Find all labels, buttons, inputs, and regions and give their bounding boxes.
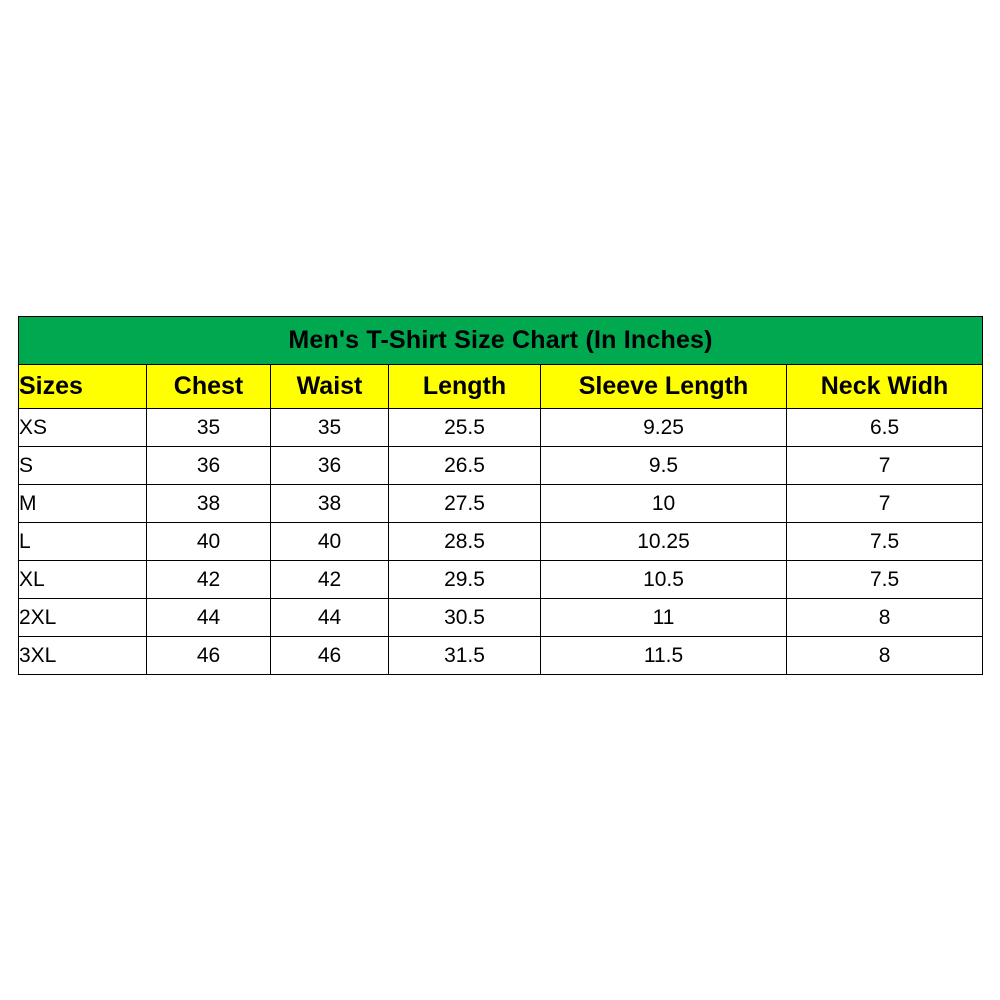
cell-size: XS	[19, 409, 147, 447]
cell-waist: 44	[271, 599, 389, 637]
cell-length: 29.5	[389, 561, 541, 599]
cell-chest: 44	[147, 599, 271, 637]
cell-sleeve-length: 11	[541, 599, 787, 637]
cell-neck-width: 7.5	[787, 561, 983, 599]
table-row	[19, 485, 983, 523]
cell-waist: 36	[271, 447, 389, 485]
table-header-row	[19, 365, 983, 409]
cell-neck-width: 7	[787, 447, 983, 485]
table-row	[19, 599, 983, 637]
cell-size: S	[19, 447, 147, 485]
cell-size: XL	[19, 561, 147, 599]
cell-length: 27.5	[389, 485, 541, 523]
cell-neck-width: 7.5	[787, 523, 983, 561]
cell-sleeve-length: 9.5	[541, 447, 787, 485]
cell-sleeve-length: 11.5	[541, 637, 787, 675]
cell-chest: 36	[147, 447, 271, 485]
chart-title: Men's T-Shirt Size Chart (In Inches)	[19, 317, 983, 365]
cell-length: 28.5	[389, 523, 541, 561]
cell-neck-width: 7	[787, 485, 983, 523]
cell-neck-width: 6.5	[787, 409, 983, 447]
cell-waist: 42	[271, 561, 389, 599]
cell-size: 2XL	[19, 599, 147, 637]
cell-waist: 40	[271, 523, 389, 561]
column-header-sizes: Sizes	[19, 365, 147, 409]
column-header-length: Length	[389, 365, 541, 409]
cell-size: L	[19, 523, 147, 561]
cell-waist: 35	[271, 409, 389, 447]
column-header-neck-width: Neck Widh	[787, 365, 983, 409]
cell-waist: 38	[271, 485, 389, 523]
table-row	[19, 447, 983, 485]
cell-chest: 46	[147, 637, 271, 675]
cell-sleeve-length: 10	[541, 485, 787, 523]
size-chart-table	[18, 316, 983, 675]
cell-neck-width: 8	[787, 599, 983, 637]
column-header-chest: Chest	[147, 365, 271, 409]
cell-chest: 40	[147, 523, 271, 561]
column-header-waist: Waist	[271, 365, 389, 409]
table-title-row	[19, 317, 983, 365]
table-row	[19, 561, 983, 599]
cell-length: 31.5	[389, 637, 541, 675]
cell-sleeve-length: 10.5	[541, 561, 787, 599]
table-row	[19, 409, 983, 447]
cell-sleeve-length: 10.25	[541, 523, 787, 561]
cell-size: M	[19, 485, 147, 523]
cell-length: 25.5	[389, 409, 541, 447]
cell-neck-width: 8	[787, 637, 983, 675]
cell-length: 30.5	[389, 599, 541, 637]
cell-length: 26.5	[389, 447, 541, 485]
table-row	[19, 637, 983, 675]
cell-sleeve-length: 9.25	[541, 409, 787, 447]
table-row	[19, 523, 983, 561]
cell-waist: 46	[271, 637, 389, 675]
cell-chest: 38	[147, 485, 271, 523]
cell-size: 3XL	[19, 637, 147, 675]
cell-chest: 35	[147, 409, 271, 447]
cell-chest: 42	[147, 561, 271, 599]
column-header-sleeve-length: Sleeve Length	[541, 365, 787, 409]
